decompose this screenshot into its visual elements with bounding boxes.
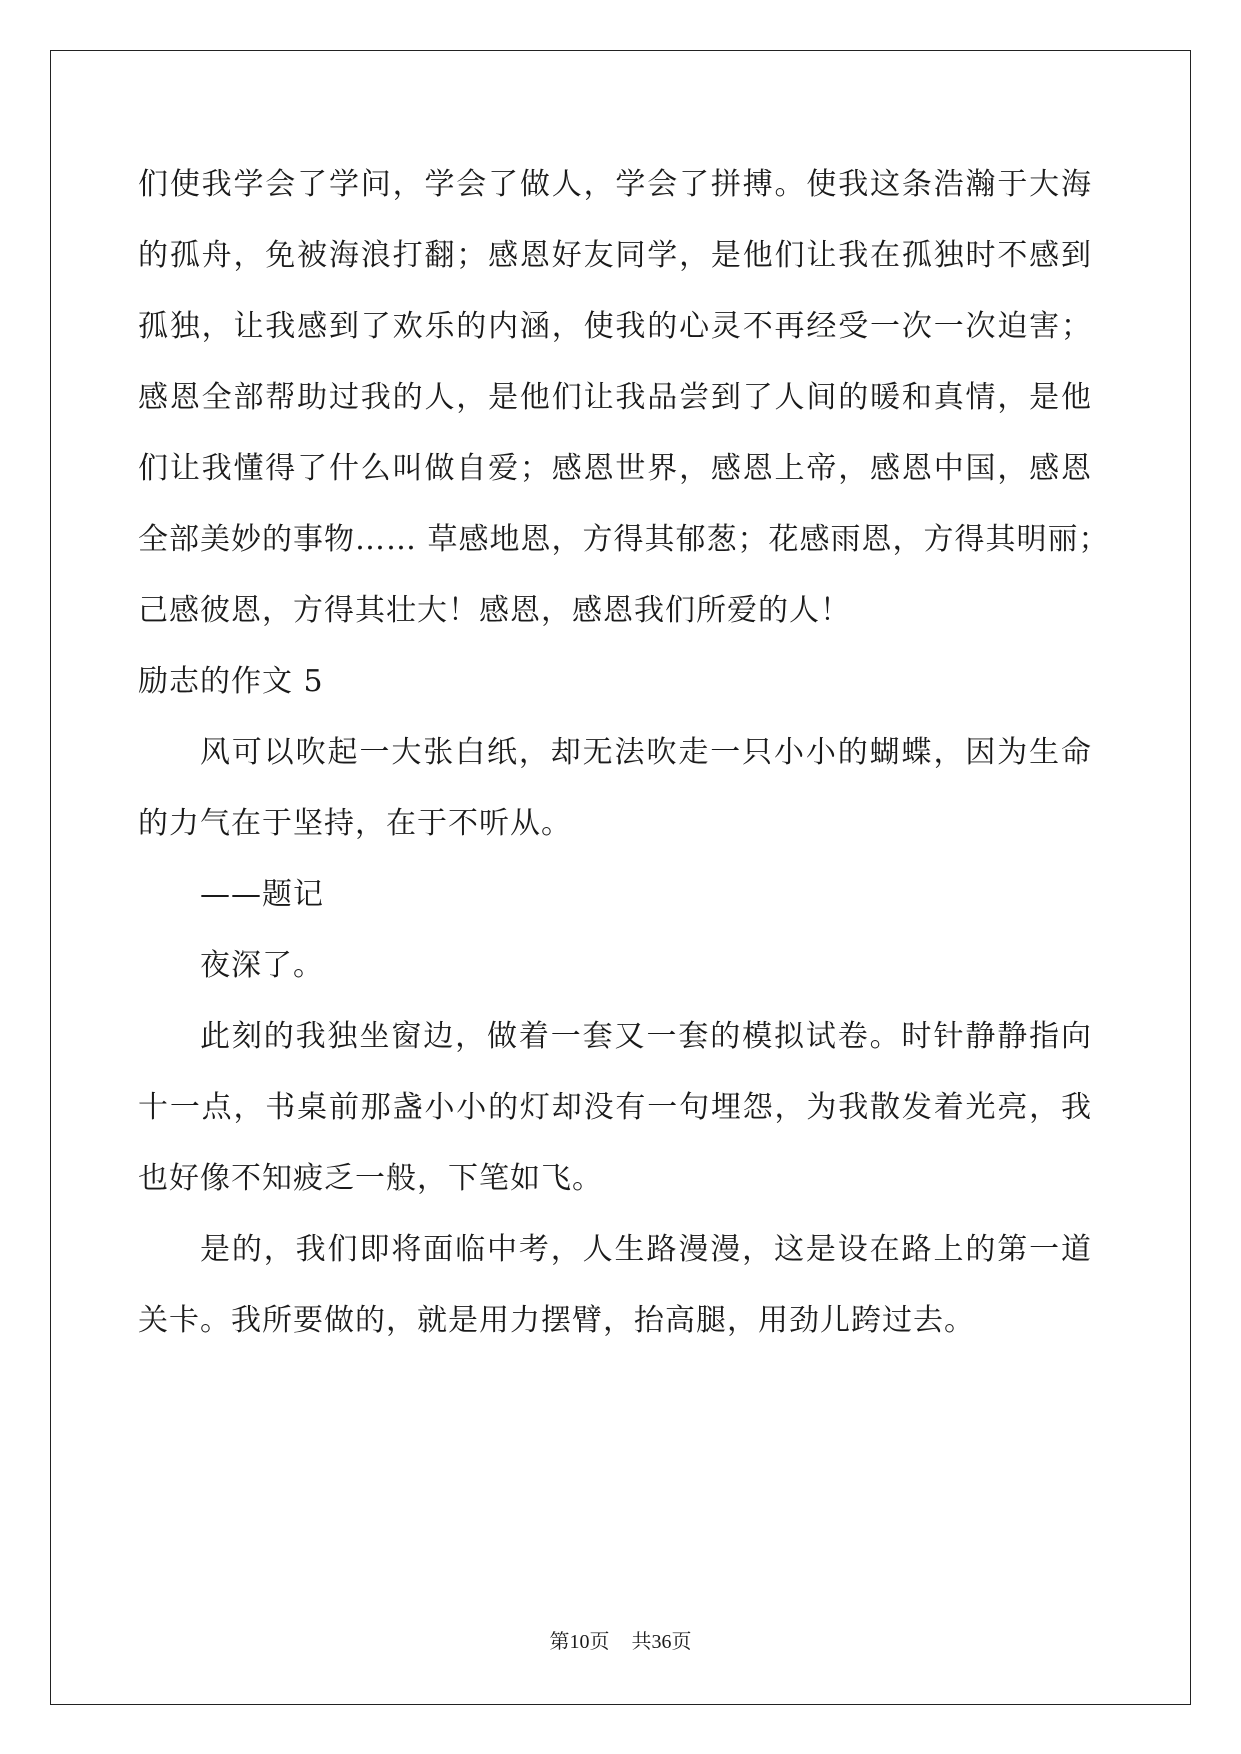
total-prefix: 共: [631, 1629, 652, 1653]
body-line: 感恩全部帮助过我的人，是他们让我品尝到了人间的暖和真情，是他: [138, 380, 1092, 415]
body-line: 关卡。我所要做的，就是用力摆臂，抬高腿，用劲儿跨过去。: [138, 1303, 975, 1338]
body-line: 夜深了。: [200, 948, 324, 983]
body-line: 们让我懂得了什么叫做自爱；感恩世界，感恩上帝，感恩中国，感恩: [138, 451, 1092, 486]
body-line: 孤独，让我感到了欢乐的内涵，使我的心灵不再经受一次一次迫害；: [138, 309, 1092, 344]
body-line: 们使我学会了学问，学会了做人，学会了拼搏。使我这条浩瀚于大海: [138, 167, 1092, 202]
body-line: 的力气在于坚持，在于不听从。: [138, 806, 572, 841]
body-line: 全部美妙的事物…… 草感地恩，方得其郁葱；花感雨恩，方得其明丽；: [138, 522, 1110, 557]
body-line: 的孤舟，免被海浪打翻；感恩好友同学，是他们让我在孤独时不感到: [138, 238, 1092, 273]
body-line: 也好像不知疲乏一般，下笔如飞。: [138, 1161, 603, 1196]
body-line: 此刻的我独坐窗边，做着一套又一套的模拟试卷。时针静静指向: [200, 1019, 1092, 1054]
total-unit: 页: [671, 1629, 692, 1653]
page-prefix: 第: [549, 1629, 570, 1653]
page-footer: [0, 1628, 1241, 1655]
section-heading: 励志的作文 5: [138, 664, 324, 699]
page-unit: 页: [589, 1629, 610, 1653]
body-line: 十一点，书桌前那盏小小的灯却没有一句埋怨，为我散发着光亮，我: [138, 1090, 1092, 1125]
page-number: 10: [569, 1631, 590, 1653]
total-pages: 36: [651, 1631, 672, 1653]
body-line: 己感彼恩，方得其壮大！感恩，感恩我们所爱的人！: [138, 593, 851, 628]
body-line: 是的，我们即将面临中考，人生路漫漫，这是设在路上的第一道: [200, 1232, 1092, 1267]
epigraph-attribution: ——题记: [200, 877, 324, 912]
body-line: 风可以吹起一大张白纸，却无法吹走一只小小的蝴蝶，因为生命: [200, 735, 1092, 770]
